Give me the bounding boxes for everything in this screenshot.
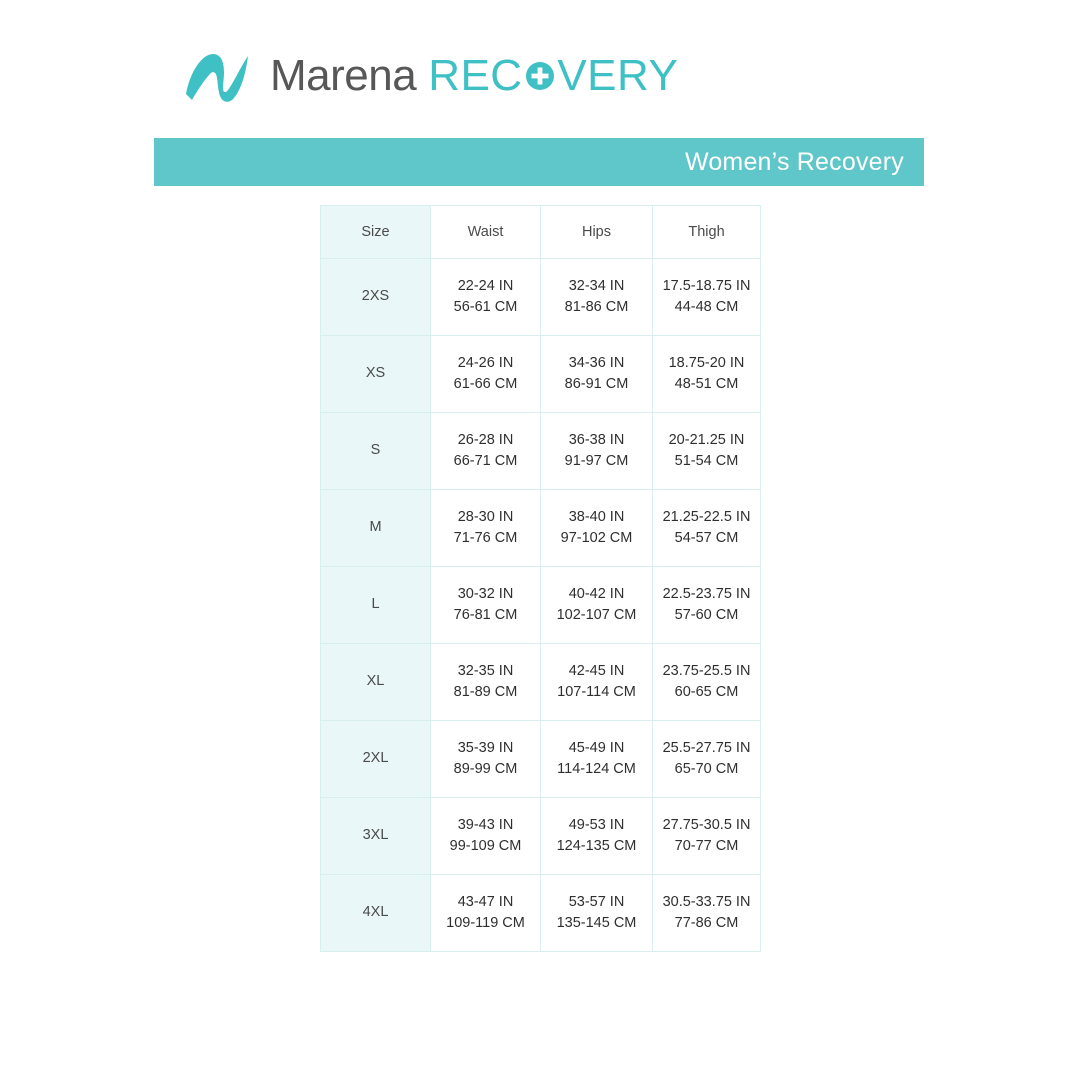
section-title: Women’s Recovery [684, 147, 904, 176]
cell-hips-in: 45-49 IN [568, 739, 625, 756]
table-row [321, 259, 761, 336]
table-row [321, 567, 761, 644]
cell-waist-cm: 71-76 CM [453, 530, 518, 546]
cell-hips [541, 413, 653, 490]
size-chart-table [320, 205, 761, 952]
cell-waist [431, 798, 541, 875]
cell-size: XL [321, 644, 431, 721]
cell-size: 4XL [321, 875, 431, 952]
section-title-bar [154, 138, 924, 186]
cell-hips [541, 721, 653, 798]
table-row [321, 721, 761, 798]
table-row [321, 798, 761, 875]
cell-thigh [653, 721, 761, 798]
brand-recovery-post: VERY [557, 51, 679, 100]
cell-thigh-cm: 54-57 CM [674, 530, 739, 546]
cell-thigh-in: 30.5-33.75 IN [662, 893, 751, 910]
cell-waist [431, 259, 541, 336]
cell-waist [431, 336, 541, 413]
cell-waist-in: 22-24 IN [457, 277, 514, 294]
cell-thigh-cm: 60-65 CM [674, 684, 739, 700]
cell-hips-in: 32-34 IN [568, 277, 625, 294]
cell-hips [541, 875, 653, 952]
cell-waist-in: 32-35 IN [457, 662, 514, 679]
cell-thigh-cm: 70-77 CM [674, 838, 739, 854]
cell-hips-in: 38-40 IN [568, 508, 625, 525]
brand-wordmark [270, 51, 678, 101]
table-body [321, 259, 761, 952]
cell-thigh-cm: 44-48 CM [674, 299, 739, 315]
cell-size: 3XL [321, 798, 431, 875]
cell-waist-in: 24-26 IN [457, 354, 514, 371]
brand-name-recovery [428, 51, 678, 101]
cell-hips [541, 798, 653, 875]
column-header-thigh: Thigh [653, 206, 761, 259]
cell-thigh-in: 23.75-25.5 IN [662, 662, 751, 679]
cell-waist-in: 26-28 IN [457, 431, 514, 448]
cell-hips-in: 40-42 IN [568, 585, 625, 602]
table-header-row [321, 206, 761, 259]
cell-thigh [653, 336, 761, 413]
column-header-hips: Hips [541, 206, 653, 259]
cell-thigh [653, 490, 761, 567]
cell-hips [541, 336, 653, 413]
column-header-size: Size [321, 206, 431, 259]
table-row [321, 490, 761, 567]
cell-thigh [653, 259, 761, 336]
table-header [321, 206, 761, 259]
cell-hips-in: 36-38 IN [568, 431, 625, 448]
marena-wave-logo-icon [182, 48, 256, 104]
cell-hips-cm: 107-114 CM [557, 684, 636, 700]
cell-size: 2XS [321, 259, 431, 336]
table-row [321, 413, 761, 490]
cell-hips-in: 34-36 IN [568, 354, 625, 371]
cell-thigh-in: 17.5-18.75 IN [662, 277, 751, 294]
cell-size: L [321, 567, 431, 644]
recovery-o-cross [523, 51, 558, 101]
cell-waist-in: 28-30 IN [457, 508, 514, 525]
cell-waist [431, 721, 541, 798]
cell-thigh [653, 798, 761, 875]
cell-hips-in: 49-53 IN [568, 816, 625, 833]
cell-size: S [321, 413, 431, 490]
brand-name-marena: Marena [270, 51, 417, 100]
cell-hips-in: 53-57 IN [568, 893, 625, 910]
brand-recovery-pre: REC [428, 51, 523, 100]
cell-thigh-in: 21.25-22.5 IN [662, 508, 751, 525]
cell-waist-cm: 109-119 CM [446, 915, 525, 931]
cell-hips [541, 259, 653, 336]
cell-waist [431, 413, 541, 490]
cell-thigh-in: 22.5-23.75 IN [662, 585, 751, 602]
cell-waist [431, 567, 541, 644]
cell-thigh-in: 25.5-27.75 IN [662, 739, 751, 756]
cell-waist [431, 875, 541, 952]
cell-hips-cm: 81-86 CM [564, 299, 629, 315]
table-row [321, 875, 761, 952]
cell-waist-cm: 99-109 CM [449, 838, 522, 854]
cell-hips-cm: 102-107 CM [556, 607, 637, 623]
cell-waist [431, 490, 541, 567]
cell-hips-cm: 86-91 CM [564, 376, 629, 392]
cell-hips [541, 490, 653, 567]
cell-waist-in: 35-39 IN [457, 739, 514, 756]
cell-waist-cm: 89-99 CM [453, 761, 518, 777]
cell-thigh [653, 644, 761, 721]
table-row [321, 336, 761, 413]
cell-waist-cm: 76-81 CM [453, 607, 518, 623]
cell-hips-cm: 114-124 CM [557, 761, 636, 777]
cell-thigh-cm: 65-70 CM [674, 761, 739, 777]
cell-hips-in: 42-45 IN [568, 662, 625, 679]
cell-thigh [653, 567, 761, 644]
cell-waist-in: 43-47 IN [457, 893, 514, 910]
cell-hips-cm: 124-135 CM [556, 838, 637, 854]
medical-cross-icon [525, 61, 555, 91]
cell-waist-cm: 56-61 CM [453, 299, 518, 315]
cell-waist-cm: 61-66 CM [453, 376, 518, 392]
cell-waist [431, 644, 541, 721]
cell-thigh-cm: 48-51 CM [674, 376, 739, 392]
cell-thigh-cm: 57-60 CM [674, 607, 739, 623]
cell-thigh-in: 20-21.25 IN [668, 431, 745, 448]
cell-thigh-cm: 51-54 CM [674, 453, 739, 469]
column-header-waist: Waist [431, 206, 541, 259]
cell-thigh [653, 875, 761, 952]
table-row [321, 644, 761, 721]
cell-size: 2XL [321, 721, 431, 798]
cell-waist-in: 39-43 IN [457, 816, 514, 833]
cell-hips [541, 567, 653, 644]
cell-hips [541, 644, 653, 721]
cell-hips-cm: 91-97 CM [564, 453, 629, 469]
cell-waist-cm: 66-71 CM [453, 453, 518, 469]
cell-hips-cm: 135-145 CM [556, 915, 637, 931]
cell-size: XS [321, 336, 431, 413]
cell-size: M [321, 490, 431, 567]
cell-thigh-in: 18.75-20 IN [668, 354, 745, 371]
cell-thigh-in: 27.75-30.5 IN [662, 816, 751, 833]
cell-thigh-cm: 77-86 CM [674, 915, 739, 931]
cell-waist-in: 30-32 IN [457, 585, 514, 602]
cell-thigh [653, 413, 761, 490]
cell-waist-cm: 81-89 CM [453, 684, 518, 700]
cell-hips-cm: 97-102 CM [560, 530, 633, 546]
brand-logo [182, 48, 678, 104]
